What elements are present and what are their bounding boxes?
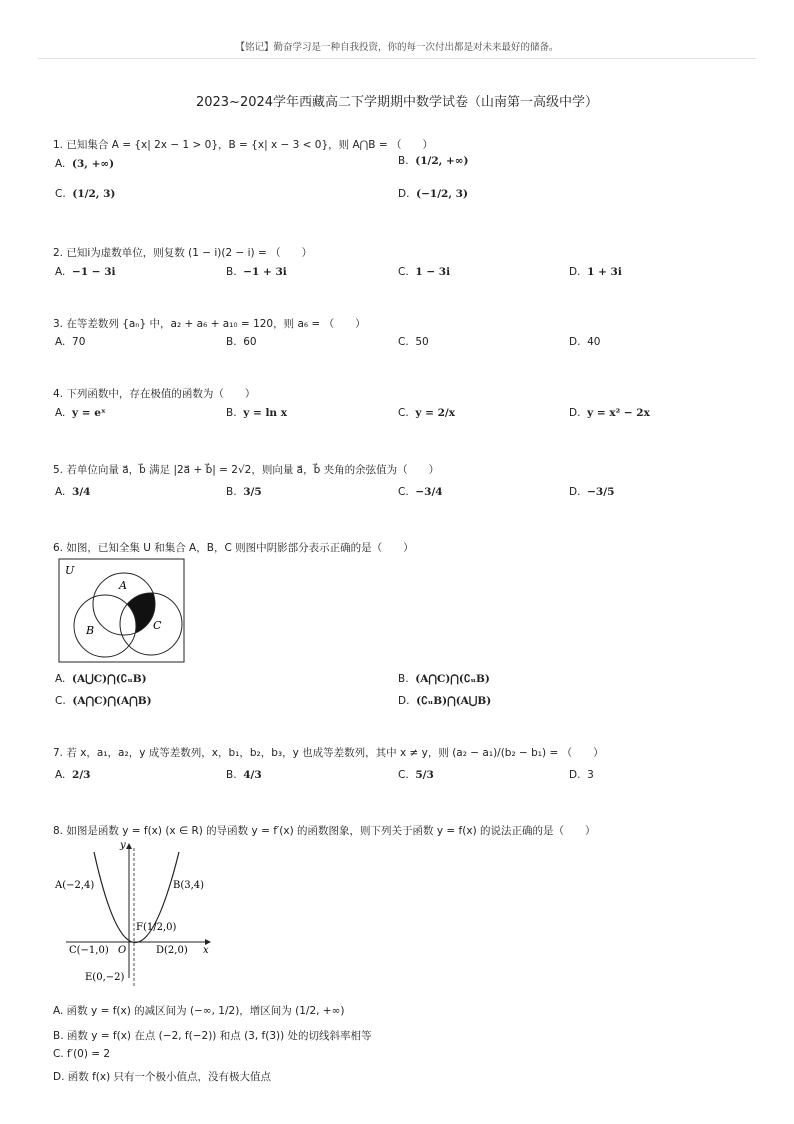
question-5-stem: 5. 若单位向量 a⃗，b⃗ 满足 |2a⃗ + b⃗| = 2√2，则向量 a⃗，b⃗ 夹角的余弦值为（ ） (53, 464, 440, 476)
page-title: 2023~2024学年西藏高二下学期期中数学试卷（山南第一高级中学） (195, 95, 599, 110)
q5-option-a[interactable]: A. 3/4 (55, 486, 91, 498)
venn-label-a: A (119, 579, 127, 592)
question-8-stem: 8. 如图是函数 y = f(x) (x ∈ R) 的导函数 y = f′(x) 的函数图象，则下列关于函数 y = f(x) 的说法正确的是（ ） (53, 825, 596, 837)
q4-option-a[interactable]: A. y = eˣ (55, 407, 106, 419)
q5-option-b[interactable]: B. 3/5 (226, 486, 262, 498)
q2-option-c[interactable]: C. 1 − 3i (398, 266, 451, 278)
point-b-label: B(3,4) (173, 880, 205, 891)
point-e-label: E(0,−2) (85, 972, 125, 983)
q8-option-b[interactable]: B. 函数 y = f(x) 在点 (−2, f(−2)) 和点 (3, f(3)) 处的切线斜率相等 (53, 1030, 372, 1042)
q7-option-b[interactable]: B. 4/3 (226, 769, 262, 781)
q4-option-d[interactable]: D. y = x² − 2x (569, 407, 650, 419)
q6-option-b[interactable]: B. (A⋂C)⋂(∁ᵤB) (398, 673, 490, 685)
q6-option-d[interactable]: D. (∁ᵤB)⋂(A⋃B) (398, 695, 492, 707)
q1-option-c[interactable]: C. (1/2, 3) (55, 188, 116, 200)
q3-option-d[interactable]: D. 40 (569, 336, 601, 348)
question-1-stem: 1. 已知集合 A = {x| 2x − 1 > 0}，B = {x| x − 3 < 0}，则 A⋂B = （ ） (53, 139, 433, 151)
header-divider (38, 58, 756, 59)
origin-label: O (118, 945, 127, 956)
x-axis-label: x (203, 945, 209, 956)
q8-option-a[interactable]: A. 函数 y = f(x) 的减区间为 (−∞, 1/2)，增区间为 (1/2, +∞) (53, 1005, 345, 1017)
point-c-label: C(−1,0) (69, 945, 109, 956)
venn-label-c: C (153, 619, 162, 632)
q3-option-b[interactable]: B. 60 (226, 336, 257, 348)
q7-option-d[interactable]: D. 3 (569, 769, 594, 781)
q8-option-c[interactable]: C. f′(0) = 2 (53, 1048, 111, 1060)
y-axis-label: y (120, 840, 126, 851)
venn-diagram (58, 558, 186, 664)
question-2-stem: 2. 已知i为虚数单位，则复数 (1 − i)(2 − i) = （ ） (53, 247, 313, 259)
q1-option-a[interactable]: A. (3, +∞) (55, 158, 115, 170)
question-7-stem: 7. 若 x，a₁，a₂，y 成等差数列，x，b₁，b₂，b₃，y 也成等差数列，其中 x ≠ y，则 (a₂ − a₁)/(b₂ − b₁) = （ ） (53, 747, 604, 759)
venn-label-b: B (86, 624, 95, 637)
question-4-stem: 4. 下列函数中，存在极值的函数为（ ） (53, 388, 256, 400)
q4-option-c[interactable]: C. y = 2/x (398, 407, 455, 419)
question-6-stem: 6. 如图，已知全集 U 和集合 A，B，C 则图中阴影部分表示正确的是（ ） (53, 542, 414, 554)
question-3-stem: 3. 在等差数列 {aₙ} 中，a₂ + a₆ + a₁₀ = 120，则 a₆ = （ ） (53, 318, 366, 330)
point-f-label: F(1/2,0) (136, 922, 177, 933)
q6-option-c[interactable]: C. (A⋂C)⋂(A⋂B) (55, 695, 152, 707)
q2-option-b[interactable]: B. −1 + 3i (226, 266, 287, 278)
q1-option-b[interactable]: B. (1/2, +∞) (398, 155, 469, 167)
q8-option-d[interactable]: D. 函数 f(x) 只有一个极小值点，没有极大值点 (53, 1071, 272, 1083)
q7-option-c[interactable]: C. 5/3 (398, 769, 434, 781)
venn-label-u: U (65, 564, 75, 577)
derivative-graph (52, 838, 217, 988)
point-d-label: D(2,0) (156, 945, 188, 956)
q5-option-d[interactable]: D. −3/5 (569, 486, 615, 498)
header-motto: 【铭记】勤奋学习是一种自我投资，你的每一次付出都是对未来最好的储备。 (235, 42, 559, 53)
q6-option-a[interactable]: A. (A⋃C)⋂(∁ᵤB) (55, 673, 147, 685)
point-a-label: A(−2,4) (55, 880, 95, 891)
q5-option-c[interactable]: C. −3/4 (398, 486, 443, 498)
q2-option-d[interactable]: D. 1 + 3i (569, 266, 622, 278)
q2-option-a[interactable]: A. −1 − 3i (55, 266, 116, 278)
q1-option-d[interactable]: D. (−1/2, 3) (398, 188, 468, 200)
q3-option-c[interactable]: C. 50 (398, 336, 429, 348)
q4-option-b[interactable]: B. y = ln x (226, 407, 287, 419)
q3-option-a[interactable]: A. 70 (55, 336, 86, 348)
q7-option-a[interactable]: A. 2/3 (55, 769, 91, 781)
